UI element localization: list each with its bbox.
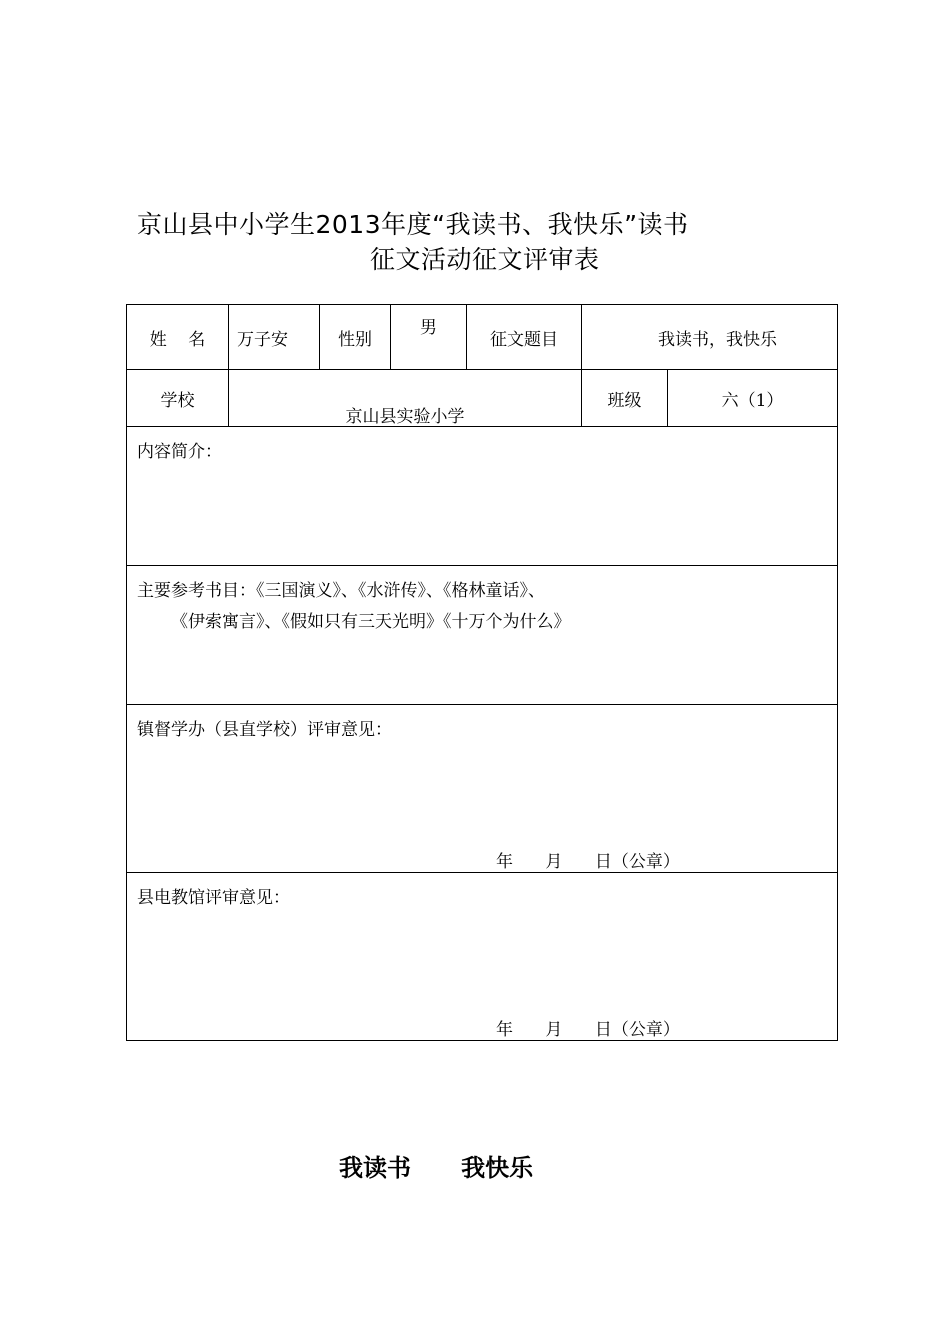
topic-value: 我读书，我快乐 <box>582 305 838 370</box>
review-form-table <box>126 304 838 1041</box>
gender-label: 性别 <box>320 305 391 370</box>
town-review-label: 镇督学办（县直学校）评审意见： <box>137 720 392 740</box>
topic-label: 征文题目 <box>467 305 582 370</box>
table-row <box>127 566 838 705</box>
class-value: 六（1） <box>668 370 838 427</box>
county-review-cell <box>127 873 838 1041</box>
name-label: 姓 名 <box>127 305 229 370</box>
references-cell <box>127 566 838 705</box>
table-row <box>127 873 838 1041</box>
town-review-stamp-line: 年 月 日（公章） <box>496 852 680 872</box>
town-review-cell <box>127 705 838 873</box>
county-review-stamp-line: 年 月 日（公章） <box>496 1020 680 1040</box>
table-row <box>127 427 838 566</box>
school-label: 学校 <box>127 370 229 427</box>
name-value: 万子安 <box>229 305 320 370</box>
essay-title: 我读书 我快乐 <box>339 1154 534 1182</box>
document-title-line2: 征文活动征文评审表 <box>370 245 600 274</box>
document-title-line1: 京山县中小学生2013年度“我读书、我快乐”读书 <box>137 210 689 239</box>
table-row <box>127 370 838 427</box>
table-row <box>127 305 838 370</box>
county-review-label: 县电教馆评审意见： <box>137 888 290 908</box>
references-line2: 《伊索寓言》、《假如只有三天光明》《十万个为什么》 <box>171 612 571 632</box>
references-line1: 主要参考书目：《三国演义》、《水浒传》、《格林童话》、 <box>137 581 545 601</box>
class-label: 班级 <box>582 370 668 427</box>
school-value: 京山县实验小学 <box>229 370 582 427</box>
summary-label: 内容简介： <box>137 442 222 462</box>
summary-cell <box>127 427 838 566</box>
gender-value: 男 <box>391 305 467 370</box>
table-row <box>127 705 838 873</box>
